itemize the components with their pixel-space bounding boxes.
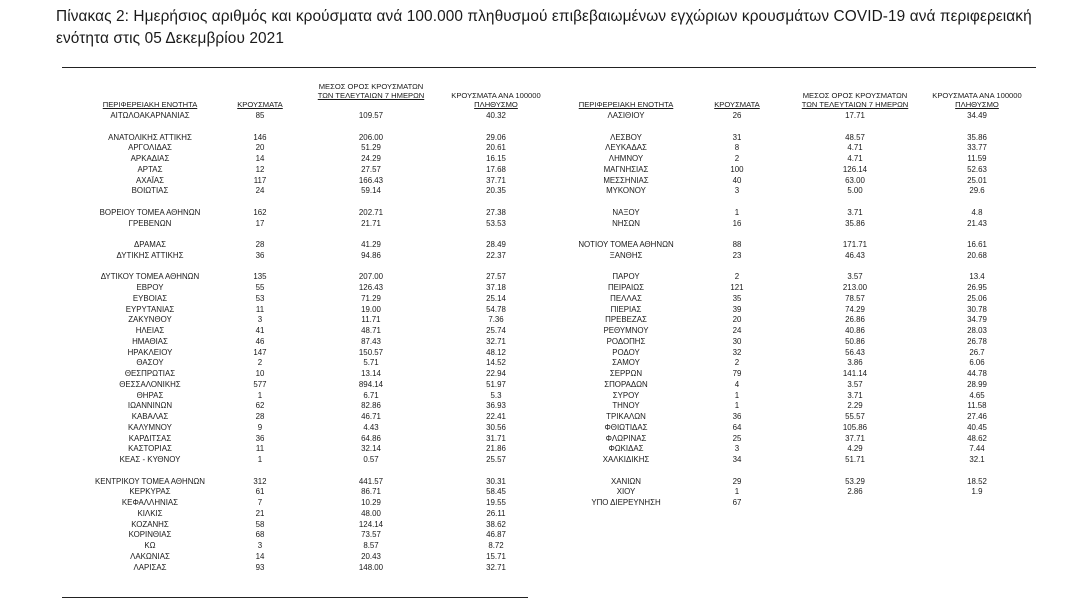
table-cell-avg7: 56.43: [845, 347, 865, 357]
table-cell-name: ΚΕΝΤΡΙΚΟΥ ΤΟΜΕΑ ΑΘΗΝΩΝ: [94, 476, 206, 486]
table-cell-cases: 68: [255, 530, 265, 540]
table-cell-name: ΙΩΑΝΝΙΝΩΝ: [127, 401, 173, 411]
table-cell-per100k: 18.52: [967, 476, 987, 486]
table-cell-per100k: 11.59: [967, 154, 987, 163]
table-cell-name: ΤΗΝΟΥ: [612, 401, 640, 411]
table-cell-per100k: 35.86: [967, 132, 987, 142]
table-cell-per100k: 4.65: [969, 390, 985, 400]
table-cell-per100k: 22.94: [486, 369, 506, 378]
table-cell-cases: 36: [255, 250, 265, 260]
table-cell-name: ΧΑΛΚΙΔΙΚΗΣ: [602, 455, 650, 464]
table-cell-per100k: 29.06: [486, 132, 506, 142]
table-cell-name: ΕΥΒΟΙΑΣ: [132, 293, 168, 303]
table-cell-cases: 8: [734, 143, 740, 153]
table-cell-cases: 10: [255, 369, 265, 378]
table-cell-avg7: 63.00: [845, 175, 865, 185]
table-cell-per100k: 53.53: [486, 218, 506, 228]
table-cell-per100k: 40.32: [486, 111, 506, 120]
table-cell-per100k: 33.77: [967, 143, 987, 153]
table-cell-name: ΚΑΛΥΜΝΟΥ: [128, 422, 172, 432]
table-cell-per100k: 6.06: [969, 358, 985, 368]
table-cell-name: ΣΑΜΟΥ: [612, 358, 640, 368]
table-cell-avg7: 4.43: [363, 422, 379, 432]
table-cell-name: ΑΡΓΟΛΙΔΑΣ: [128, 143, 172, 153]
table-cell-cases: 11: [255, 444, 265, 454]
table-cell-avg7: 27.57: [361, 164, 381, 174]
table-cell-avg7: 105.86: [842, 422, 868, 432]
table-cell-per100k: 17.68: [486, 164, 506, 174]
table-cell-name: ΝΗΣΩΝ: [612, 218, 640, 228]
table-cell-per100k: 25.01: [967, 175, 987, 185]
table-cell-per100k: 28.49: [486, 240, 506, 249]
table-cell-per100k: 40.45: [967, 422, 987, 432]
table-cell-avg7: 4.71: [847, 143, 863, 153]
table-cell-cases: 1: [734, 390, 740, 400]
table-cell-per100k: 30.31: [486, 476, 506, 486]
table-cell-per100k: 25.74: [486, 326, 506, 335]
table-cell-name: ΛΕΥΚΑΔΑΣ: [605, 143, 647, 153]
table-cell-name: ΗΜΑΘΙΑΣ: [132, 336, 168, 346]
table-cell-name: ΚΑΒΑΛΑΣ: [131, 412, 169, 421]
table-cell-avg7: 46.43: [845, 250, 865, 260]
table-cell-name: ΛΕΣΒΟΥ: [610, 132, 642, 142]
table-cell-per100k: 30.78: [967, 304, 987, 314]
table-cell-name: ΠΑΡΟΥ: [612, 272, 640, 282]
table-cell-per100k: 21.86: [486, 444, 506, 454]
table-cell-cases: 31: [732, 132, 742, 142]
table-cell-per100k: 19.55: [486, 498, 506, 507]
table-cell-cases: 2: [257, 358, 263, 368]
table-cell-cases: 3: [257, 541, 263, 550]
table-cell-avg7: 59.14: [361, 186, 381, 196]
table-cell-avg7: 441.57: [358, 476, 384, 486]
table-cell-name: ΑΡΤΑΣ: [137, 164, 163, 174]
table-cell-avg7: 32.14: [361, 444, 381, 454]
table-cell-name: ΠΙΕΡΙΑΣ: [610, 304, 642, 314]
table-cell-avg7: 109.57: [358, 111, 384, 120]
table-cell-cases: 30: [732, 336, 742, 346]
table-cell-per100k: 16.61: [967, 240, 987, 249]
table-cell-per100k: 20.61: [486, 143, 506, 153]
table-cell-name: ΑΙΤΩΛΟΑΚΑΡΝΑΝΙΑΣ: [110, 111, 190, 120]
table-cell-per100k: 30.56: [486, 422, 506, 432]
table-cell-name: ΛΗΜΝΟΥ: [608, 154, 644, 163]
table-cell-cases: 312: [253, 476, 267, 486]
table-cell-cases: 20: [255, 143, 265, 153]
table-cell-per100k: 29.6: [969, 186, 985, 196]
header-per100k-right: [917, 91, 1037, 109]
table-cell-cases: 85: [255, 111, 265, 120]
header-per100k-left: [436, 91, 556, 109]
table-cell-cases: 16: [732, 218, 742, 228]
table-cell-avg7: 55.57: [845, 412, 865, 421]
table-cell-avg7: 21.71: [361, 218, 381, 228]
table-cell-cases: 29: [732, 476, 742, 486]
header-region-right: ΠΕΡΙΦΕΡΕΙΑΚΗ ΕΝΟΤΗΤΑ: [578, 100, 674, 109]
table-cell-avg7: 3.57: [847, 379, 863, 389]
header-region-left: ΠΕΡΙΦΕΡΕΙΑΚΗ ΕΝΟΤΗΤΑ: [102, 100, 198, 109]
table-cell-cases: 36: [732, 412, 742, 421]
table-cell-avg7: 11.71: [361, 315, 381, 325]
table-cell-avg7: 87.43: [361, 336, 381, 346]
table-cell-per100k: 11.58: [967, 401, 987, 411]
table-cell-name: ΛΑΡΙΣΑΣ: [133, 562, 167, 572]
table-cell-per100k: 25.57: [486, 455, 506, 464]
table-cell-avg7: 94.86: [361, 250, 381, 260]
table-cell-avg7: 73.57: [361, 530, 381, 540]
table-cell-per100k: 58.45: [486, 487, 506, 497]
table-cell-per100k: 26.95: [967, 283, 987, 292]
table-cell-name: ΚΕΑΣ - ΚΥΘΝΟΥ: [119, 455, 181, 464]
table-cell-per100k: 21.43: [967, 218, 987, 228]
table-cell-avg7: 5.71: [363, 358, 379, 368]
table-cell-name: ΠΡΕΒΕΖΑΣ: [605, 315, 647, 325]
table-cell-name: ΘΗΡΑΣ: [136, 390, 164, 400]
table-cell-name: ΝΑΞΟΥ: [612, 207, 640, 217]
table-top-rule: [62, 67, 1036, 68]
header-cases-left: ΚΡΟΥΣΜΑΤΑ: [237, 100, 283, 109]
table-cell-name: ΕΒΡΟΥ: [136, 283, 164, 292]
table-cell-name: ΦΩΚΙΔΑΣ: [608, 444, 644, 454]
table-cell-avg7: 35.86: [845, 218, 865, 228]
table-cell-per100k: 54.78: [486, 304, 506, 314]
table-cell-name: ΚΙΛΚΙΣ: [137, 508, 163, 518]
table-cell-avg7: 17.71: [845, 111, 865, 120]
table-cell-per100k: 20.68: [967, 250, 987, 260]
table-cell-avg7: 82.86: [361, 401, 381, 411]
table-cell-avg7: 78.57: [845, 293, 865, 303]
table-cell-avg7: 3.57: [847, 272, 863, 282]
table-cell-name: ΔΥΤΙΚΗΣ ΑΤΤΙΚΗΣ: [116, 250, 184, 260]
table-cell-name: ΠΕΛΛΑΣ: [610, 293, 642, 303]
table-cell-per100k: 46.87: [486, 530, 506, 540]
table-cell-cases: 12: [255, 164, 265, 174]
table-cell-avg7: 126.14: [842, 164, 868, 174]
table-cell-per100k: 15.71: [486, 551, 506, 561]
table-cell-avg7: 213.00: [842, 283, 868, 292]
table-cell-avg7: 51.29: [361, 143, 381, 153]
table-cell-name: ΞΑΝΘΗΣ: [609, 250, 643, 260]
table-cell-per100k: 48.62: [967, 433, 987, 443]
table-cell-cases: 7: [257, 498, 263, 507]
table-cell-avg7: 48.00: [361, 508, 381, 518]
table-cell-cases: 58: [255, 519, 265, 529]
table-bottom-rule: [62, 597, 528, 598]
table-cell-per100k: 37.71: [486, 175, 506, 185]
table-cell-name: ΗΛΕΙΑΣ: [135, 326, 165, 335]
table-cell-cases: 21: [255, 508, 265, 518]
table-cell-avg7: 20.43: [361, 551, 381, 561]
table-cell-per100k: 16.15: [486, 154, 506, 163]
table-cell-cases: 4: [734, 379, 740, 389]
table-cell-cases: 23: [732, 250, 742, 260]
table-cell-name: ΡΟΔΟΠΗΣ: [606, 336, 646, 346]
header-avg7-left-line2: ΤΩΝ ΤΕΛΕΥΤΑΙΩΝ 7 ΗΜΕΡΩΝ: [317, 91, 425, 100]
table-cell-per100k: 14.52: [486, 358, 506, 368]
table-cell-cases: 9: [257, 422, 263, 432]
table-cell-name: ΜΑΓΝΗΣΙΑΣ: [603, 164, 649, 174]
table-cell-per100k: 28.99: [967, 379, 987, 389]
table-cell-cases: 20: [732, 315, 742, 325]
table-cell-avg7: 166.43: [358, 175, 384, 185]
table-cell-per100k: 20.35: [486, 186, 506, 196]
table-cell-avg7: 148.00: [358, 562, 384, 572]
table-cell-per100k: 34.79: [967, 315, 987, 325]
table-cell-name: ΠΕΙΡΑΙΩΣ: [607, 283, 645, 292]
table-cell-cases: 36: [255, 433, 265, 443]
table-cell-name: ΧΙΟΥ: [616, 487, 636, 497]
table-cell-avg7: 4.29: [847, 444, 863, 454]
table-cell-per100k: 25.06: [967, 293, 987, 303]
header-cases-right: ΚΡΟΥΣΜΑΤΑ: [714, 100, 760, 109]
table-cell-avg7: 53.29: [845, 476, 865, 486]
table-cell-avg7: 19.00: [361, 304, 381, 314]
table-cell-avg7: 124.14: [358, 519, 384, 529]
table-cell-cases: 14: [255, 551, 265, 561]
table-cell-cases: 121: [730, 283, 744, 292]
table-cell-avg7: 894.14: [358, 379, 384, 389]
table-cell-per100k: 51.97: [486, 379, 506, 389]
table-cell-name: ΚΟΡΙΝΘΙΑΣ: [128, 530, 172, 540]
table-cell-cases: 14: [255, 154, 265, 163]
table-cell-cases: 3: [257, 315, 263, 325]
table-cell-per100k: 22.41: [486, 412, 506, 421]
table-cell-name: ΚΑΣΤΟΡΙΑΣ: [128, 444, 172, 454]
table-cell-name: ΘΕΣΣΑΛΟΝΙΚΗΣ: [119, 379, 181, 389]
table-cell-cases: 100: [730, 164, 744, 174]
table-cell-per100k: 32.71: [486, 336, 506, 346]
table-cell-name: ΖΑΚΥΝΘΟΥ: [128, 315, 172, 325]
table-cell-cases: 93: [255, 562, 265, 572]
table-cell-per100k: 26.7: [969, 347, 985, 357]
table-cell-cases: 1: [734, 207, 740, 217]
table-cell-avg7: 48.71: [361, 326, 381, 335]
table-cell-per100k: 28.03: [967, 326, 987, 335]
table-cell-cases: 117: [253, 175, 267, 185]
table-cell-avg7: 10.29: [361, 498, 381, 507]
table-cell-name: ΕΥΡΥΤΑΝΙΑΣ: [125, 304, 175, 314]
header-avg7-right-line2: ΤΩΝ ΤΕΛΕΥΤΑΙΩΝ 7 ΗΜΕΡΩΝ: [801, 100, 909, 109]
table-cell-name: ΡΕΘΥΜΝΟΥ: [603, 326, 649, 335]
table-cell-avg7: 0.57: [363, 455, 379, 464]
table-cell-name: ΦΛΩΡΙΝΑΣ: [605, 433, 647, 443]
table-cell-avg7: 202.71: [358, 207, 384, 217]
table-cell-cases: 135: [253, 272, 267, 282]
table-cell-cases: 88: [732, 240, 742, 249]
table-cell-avg7: 2.86: [847, 487, 863, 497]
table-cell-name: ΔΡΑΜΑΣ: [134, 240, 166, 249]
table-cell-name: ΣΕΡΡΩΝ: [609, 369, 643, 378]
table-cell-name: ΡΟΔΟΥ: [612, 347, 640, 357]
table-cell-name: ΒΟΡΕΙΟΥ ΤΟΜΕΑ ΑΘΗΝΩΝ: [99, 207, 201, 217]
table-cell-cases: 79: [732, 369, 742, 378]
table-cell-name: ΑΧΑΪΑΣ: [135, 175, 165, 185]
table-cell-name: ΑΝΑΤΟΛΙΚΗΣ ΑΤΤΙΚΗΣ: [108, 132, 192, 142]
table-cell-name: ΘΕΣΠΡΩΤΙΑΣ: [124, 369, 176, 378]
table-cell-avg7: 6.71: [363, 390, 379, 400]
table-cell-cases: 32: [732, 347, 742, 357]
table-cell-per100k: 32.1: [969, 455, 985, 464]
table-cell-cases: 2: [734, 154, 740, 163]
table-cell-name: ΔΥΤΙΚΟΥ ΤΟΜΕΑ ΑΘΗΝΩΝ: [100, 272, 200, 282]
table-cell-cases: 1: [257, 455, 263, 464]
table-cell-cases: 24: [255, 186, 265, 196]
table-cell-name: ΚΩ: [144, 541, 156, 550]
table-cell-avg7: 5.00: [847, 186, 863, 196]
table-cell-per100k: 22.37: [486, 250, 506, 260]
table-cell-avg7: 51.71: [845, 455, 865, 464]
table-cell-per100k: 52.63: [967, 164, 987, 174]
table-cell-per100k: 44.78: [967, 369, 987, 378]
table-cell-name: ΓΡΕΒΕΝΩΝ: [128, 218, 172, 228]
table-cell-cases: 40: [732, 175, 742, 185]
table-cell-cases: 1: [734, 401, 740, 411]
table-cell-name: ΑΡΚΑΔΙΑΣ: [130, 154, 170, 163]
table-cell-cases: 25: [732, 433, 742, 443]
header-per100k-right-line2: ΠΛΗΘΥΣΜΟ: [955, 100, 999, 109]
table-cell-cases: 24: [732, 326, 742, 335]
table-cell-cases: 46: [255, 336, 265, 346]
table-cell-per100k: 26.11: [486, 508, 506, 518]
table-cell-cases: 2: [734, 358, 740, 368]
table-cell-avg7: 126.43: [358, 283, 384, 292]
table-cell-cases: 3: [734, 186, 740, 196]
table-cell-avg7: 3.86: [847, 358, 863, 368]
table-cell-cases: 147: [253, 347, 267, 357]
table-cell-per100k: 25.14: [486, 293, 506, 303]
table-cell-cases: 41: [255, 326, 265, 335]
table-cell-name: ΚΟΖΑΝΗΣ: [131, 519, 169, 529]
table-cell-cases: 146: [253, 132, 267, 142]
table-cell-cases: 1: [257, 390, 263, 400]
table-cell-avg7: 24.29: [361, 154, 381, 163]
table-cell-name: ΤΡΙΚΑΛΩΝ: [606, 412, 646, 421]
table-cell-per100k: 1.9: [971, 487, 983, 497]
table-cell-per100k: 13.4: [969, 272, 985, 282]
table-cell-cases: 35: [732, 293, 742, 303]
header-per100k-right-line1: ΚΡΟΥΣΜΑΤΑ ΑΝΑ 100000: [932, 91, 1022, 100]
table-cell-cases: 53: [255, 293, 265, 303]
table-cell-per100k: 31.71: [486, 433, 506, 443]
table-cell-name: ΣΠΟΡΑΔΩΝ: [604, 379, 648, 389]
table-cell-name: ΧΑΝΙΩΝ: [610, 476, 641, 486]
table-cell-avg7: 171.71: [842, 240, 868, 249]
table-cell-avg7: 206.00: [358, 132, 384, 142]
table-cell-name: ΗΡΑΚΛΕΙΟΥ: [127, 347, 173, 357]
table-cell-name: ΦΘΙΩΤΙΔΑΣ: [604, 422, 648, 432]
table-cell-cases: 17: [255, 218, 265, 228]
header-avg7-right: [795, 91, 915, 109]
table-cell-cases: 26: [732, 111, 742, 120]
table-cell-cases: 62: [255, 401, 265, 411]
table-cell-cases: 39: [732, 304, 742, 314]
table-cell-per100k: 4.8: [971, 207, 983, 217]
table-cell-avg7: 4.71: [847, 154, 863, 163]
table-cell-per100k: 36.93: [486, 401, 506, 411]
table-cell-cases: 577: [253, 379, 267, 389]
table-cell-name: ΛΑΚΩΝΙΑΣ: [130, 551, 170, 561]
table-cell-cases: 28: [255, 240, 265, 249]
table-cell-per100k: 34.49: [967, 111, 987, 120]
header-avg7-right-line1: ΜΕΣΟΣ ΟΡΟΣ ΚΡΟΥΣΜΑΤΩΝ: [802, 91, 908, 100]
table-cell-per100k: [937, 498, 1017, 508]
table-cell-per100k: 27.57: [486, 272, 506, 282]
table-caption: Πίνακας 2: Ημερήσιος αριθμός και κρούσματα ανά 100.000 πληθυσμού επιβεβαιωμένων εγχώριων κρουσμάτων COVID-19 ανά περιφερειακή ενότητα στις 05 Δεκεμβρίου 2021: [56, 8, 1032, 47]
table-cell-cases: 55: [255, 283, 265, 292]
table-cell-avg7: 86.71: [361, 487, 381, 497]
table-cell-avg7: 64.86: [361, 433, 381, 443]
table-cell-name: ΘΑΣΟΥ: [136, 358, 164, 368]
table-cell-avg7: 40.86: [845, 326, 865, 335]
table-cell-per100k: 37.18: [486, 283, 506, 292]
table-cell-name: ΛΑΣΙΘΙΟΥ: [607, 111, 645, 120]
table-cell-name: ΒΟΙΩΤΙΑΣ: [131, 186, 169, 196]
table-cell-avg7: 41.29: [361, 240, 381, 249]
table-cell-name: ΝΟΤΙΟΥ ΤΟΜΕΑ ΑΘΗΝΩΝ: [578, 240, 674, 249]
table-cell-name: ΜΥΚΟΝΟΥ: [606, 186, 646, 196]
header-per100k-left-line1: ΚΡΟΥΣΜΑΤΑ ΑΝΑ 100000: [451, 91, 541, 100]
table-cell-cases: 3: [734, 444, 740, 454]
table-cell-cases: 64: [732, 422, 742, 432]
table-cell-avg7: 3.71: [847, 390, 863, 400]
table-cell-avg7: 3.71: [847, 207, 863, 217]
table-cell-avg7: 13.14: [361, 369, 381, 378]
table-cell-cases: 162: [253, 207, 267, 217]
table-cell-cases: 34: [732, 455, 742, 464]
table-cell-cases: 61: [255, 487, 265, 497]
table-cell-avg7: 74.29: [845, 304, 865, 314]
table-cell-per100k: 26.78: [967, 336, 987, 346]
table-cell-avg7: 150.57: [358, 347, 384, 357]
table-cell-avg7: 50.86: [845, 336, 865, 346]
table-cell-cases: 2: [734, 272, 740, 282]
table-cell-name: ΣΥΡΟΥ: [612, 390, 640, 400]
table-cell-per100k: 7.36: [488, 315, 504, 325]
table-cell-name: ΚΑΡΔΙΤΣΑΣ: [128, 433, 172, 443]
table-cell-cases: 1: [734, 487, 740, 497]
table-cell-avg7: 2.29: [847, 401, 863, 411]
table-cell-avg7: [815, 498, 895, 508]
table-cell-name: ΚΕΦΑΛΛΗΝΙΑΣ: [121, 498, 179, 507]
table-cell-name: ΜΕΣΣΗΝΙΑΣ: [603, 175, 649, 185]
table-cell-per100k: 5.3: [490, 390, 502, 400]
table-cell-avg7: 37.71: [845, 433, 865, 443]
table-cell-per100k: 27.38: [486, 207, 506, 217]
table-cell-per100k: 32.71: [486, 562, 506, 572]
table-cell-per100k: 38.62: [486, 519, 506, 529]
table-cell-avg7: 8.57: [363, 541, 379, 550]
table-cell-per100k: 27.46: [967, 412, 987, 421]
header-avg7-left: [311, 82, 431, 100]
table-cell-name: ΥΠΟ ΔΙΕΡΕΥΝΗΣΗ: [591, 498, 661, 507]
table-cell-avg7: 46.71: [361, 412, 381, 421]
table-cell-avg7: 26.86: [845, 315, 865, 325]
table-cell-per100k: 7.44: [969, 444, 985, 454]
table-cell-per100k: 48.12: [486, 347, 506, 357]
table-cell-avg7: 141.14: [842, 369, 868, 378]
header-avg7-left-line1: ΜΕΣΟΣ ΟΡΟΣ ΚΡΟΥΣΜΑΤΩΝ: [318, 82, 424, 91]
table-cell-cases: 67: [732, 498, 742, 507]
table-cell-cases: 28: [255, 412, 265, 421]
table-cell-per100k: 8.72: [488, 541, 504, 550]
table-cell-name: ΚΕΡΚΥΡΑΣ: [129, 487, 171, 497]
table-cell-avg7: 207.00: [358, 272, 384, 282]
header-per100k-left-line2: ΠΛΗΘΥΣΜΟ: [474, 100, 518, 109]
table-cell-avg7: 48.57: [845, 132, 865, 142]
table-cell-avg7: 71.29: [361, 293, 381, 303]
table-cell-cases: 11: [255, 304, 265, 314]
